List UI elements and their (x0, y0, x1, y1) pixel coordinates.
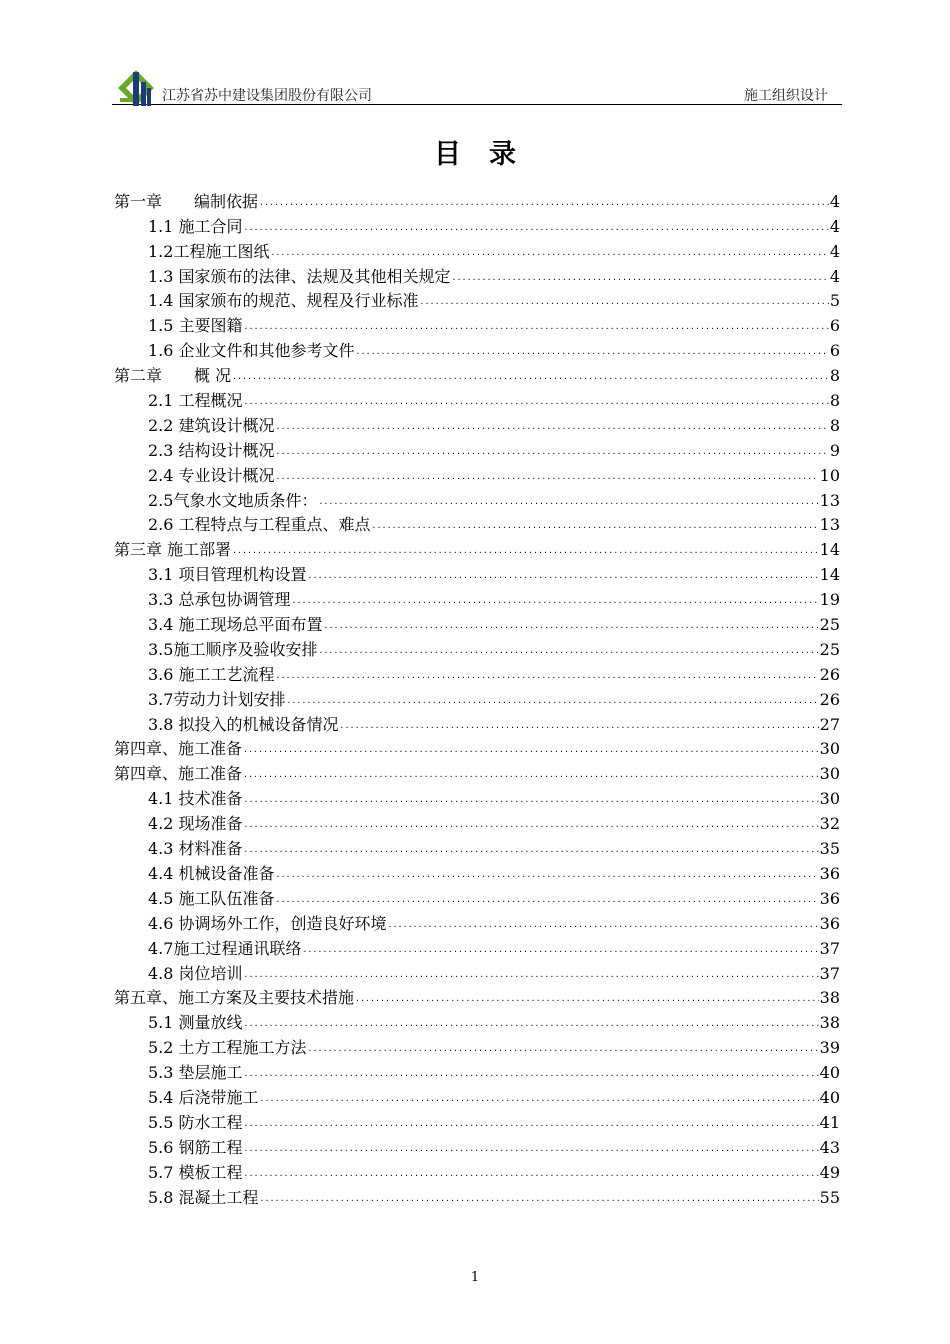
toc-dot-leader (260, 1193, 819, 1205)
document-title: 施工组织设计 (744, 88, 828, 104)
toc-entry-page: 8 (829, 391, 840, 411)
toc-section-entry[interactable] (114, 411, 840, 436)
toc-section-entry[interactable] (114, 1133, 840, 1158)
toc-chapter-entry[interactable] (114, 759, 840, 784)
toc-entry-page: 4 (829, 241, 840, 261)
toc-entry-page: 38 (819, 1013, 840, 1033)
toc-entry-title: 3.4 施工现场总平面布置 (148, 615, 323, 635)
toc-entry-title: 2.2 建筑设计概况 (148, 415, 275, 435)
toc-dot-leader (276, 670, 819, 682)
toc-entry-page: 19 (819, 590, 840, 610)
toc-entry-title: 5.3 垫层施工 (148, 1063, 243, 1083)
toc-entry-title: 2.4 专业设计概况 (148, 465, 275, 485)
toc-entry-title: 4.8 岗位培训 (148, 963, 243, 983)
toc-dot-leader (452, 272, 829, 284)
toc-dot-leader (276, 894, 819, 906)
toc-dot-leader (244, 321, 829, 333)
table-of-contents (114, 187, 840, 1208)
toc-entry-page: 55 (819, 1187, 840, 1207)
toc-section-entry[interactable] (114, 1008, 840, 1033)
toc-section-entry[interactable] (114, 1083, 840, 1108)
toc-entry-title: 1.5 主要图籍 (148, 316, 243, 336)
toc-chapter-entry[interactable] (114, 984, 840, 1009)
toc-dot-leader (244, 794, 819, 806)
toc-dot-leader (259, 197, 829, 209)
toc-dot-leader (340, 720, 819, 732)
toc-section-entry[interactable] (114, 884, 840, 909)
toc-entry-title: 5.7 模板工程 (148, 1162, 243, 1182)
toc-section-entry[interactable] (114, 859, 840, 884)
toc-entry-title: 第五章、施工方案及主要技术措施 (114, 988, 355, 1008)
toc-entry-page: 14 (819, 540, 840, 560)
toc-dot-leader (276, 471, 819, 483)
toc-entry-title: 2.1 工程概况 (148, 391, 243, 411)
toc-dot-leader (232, 371, 829, 383)
toc-entry-page: 14 (819, 565, 840, 585)
toc-section-entry[interactable] (114, 610, 840, 635)
toc-entry-page: 5 (829, 291, 840, 311)
toc-entry-title: 4.4 机械设备准备 (148, 863, 275, 883)
toc-section-entry[interactable] (114, 386, 840, 411)
toc-section-entry[interactable] (114, 1183, 840, 1208)
toc-entry-title: 2.6 工程特点与工程重点、难点 (148, 515, 371, 535)
toc-dot-leader (355, 993, 819, 1005)
toc-dot-leader (270, 247, 828, 259)
toc-entry-page: 32 (819, 814, 840, 834)
toc-dot-leader (372, 520, 819, 532)
toc-dot-leader (244, 1168, 819, 1180)
toc-dot-leader (324, 620, 819, 632)
toc-dot-leader (244, 1068, 819, 1080)
toc-dot-leader (243, 744, 819, 756)
toc-entry-title: 3.1 项目管理机构设置 (148, 565, 307, 585)
toc-entry-title: 4.6 协调场外工作，创造良好环境 (148, 913, 387, 933)
toc-dot-leader (243, 769, 819, 781)
toc-section-entry[interactable] (114, 660, 840, 685)
toc-entry-title: 第四章、施工准备 (114, 764, 243, 784)
toc-dot-leader (318, 645, 818, 657)
toc-entry-title: 第一章 编制依据 (114, 191, 259, 211)
toc-entry-page: 25 (819, 639, 840, 659)
toc-entry-title: 3.6 施工工艺流程 (148, 664, 275, 684)
toc-entry-title: 1.2工程施工图纸 (148, 241, 270, 261)
toc-entry-title: 4.7施工过程通讯联络 (148, 938, 302, 958)
toc-section-entry[interactable] (114, 1058, 840, 1083)
toc-section-entry[interactable] (114, 834, 840, 859)
toc-section-entry[interactable] (114, 784, 840, 809)
company-name: 江苏省苏中建设集团股份有限公司 (162, 88, 372, 104)
toc-section-entry[interactable] (114, 311, 840, 336)
toc-section-entry[interactable] (114, 560, 840, 585)
toc-entry-title: 5.8 混凝土工程 (148, 1187, 259, 1207)
company-logo-icon (116, 68, 156, 106)
toc-dot-leader (276, 446, 829, 458)
toc-entry-page: 36 (819, 913, 840, 933)
toc-entry-page: 13 (819, 515, 840, 535)
toc-entry-page: 26 (819, 689, 840, 709)
toc-entry-title: 5.2 土方工程施工方法 (148, 1038, 307, 1058)
toc-entry-page: 49 (819, 1162, 840, 1182)
toc-entry-title: 2.5气象水文地质条件： (148, 490, 318, 510)
toc-entry-title: 5.6 钢筋工程 (148, 1137, 243, 1157)
toc-entry-title: 1.3 国家颁布的法律、法规及其他相关规定 (148, 266, 451, 286)
toc-section-entry[interactable] (114, 1158, 840, 1183)
toc-dot-leader (244, 396, 829, 408)
toc-entry-page: 30 (819, 764, 840, 784)
toc-entry-page: 9 (829, 440, 840, 460)
toc-entry-page: 40 (819, 1063, 840, 1083)
toc-entry-title: 5.4 后浇带施工 (148, 1087, 259, 1107)
toc-entry-page: 36 (819, 863, 840, 883)
toc-dot-leader (286, 695, 818, 707)
toc-entry-title: 1.1 施工合同 (148, 216, 243, 236)
toc-entry-title: 1.4 国家颁布的规范、规程及行业标准 (148, 291, 419, 311)
toc-dot-leader (308, 570, 819, 582)
toc-section-entry[interactable] (114, 436, 840, 461)
toc-section-entry[interactable] (114, 237, 840, 262)
toc-dot-leader (318, 496, 818, 508)
toc-entry-page: 37 (819, 938, 840, 958)
toc-section-entry[interactable] (114, 262, 840, 287)
toc-dot-leader (276, 869, 819, 881)
page-title: 目录 (434, 139, 544, 170)
toc-section-entry[interactable] (114, 212, 840, 237)
toc-dot-leader (308, 1043, 819, 1055)
toc-entry-title: 4.1 技术准备 (148, 789, 243, 809)
toc-section-entry[interactable] (114, 336, 840, 361)
toc-section-entry[interactable] (114, 511, 840, 536)
toc-dot-leader (244, 1118, 819, 1130)
toc-section-entry[interactable] (114, 635, 840, 660)
toc-dot-leader (292, 595, 819, 607)
toc-entry-page: 40 (819, 1087, 840, 1107)
toc-entry-page: 6 (829, 316, 840, 336)
toc-dot-leader (388, 919, 819, 931)
toc-entry-page: 30 (819, 789, 840, 809)
toc-entry-page: 41 (819, 1112, 840, 1132)
toc-entry-title: 5.5 防水工程 (148, 1112, 243, 1132)
toc-section-entry[interactable] (114, 1108, 840, 1133)
toc-section-entry[interactable] (114, 710, 840, 735)
toc-entry-page: 8 (829, 366, 840, 386)
toc-entry-page: 38 (819, 988, 840, 1008)
toc-dot-leader (356, 346, 829, 358)
toc-entry-title: 第二章 概 况 (114, 366, 232, 386)
toc-dot-leader (244, 819, 819, 831)
toc-dot-leader (244, 222, 829, 234)
toc-dot-leader (232, 545, 819, 557)
toc-dot-leader (276, 421, 829, 433)
toc-entry-title: 5.1 测量放线 (148, 1013, 243, 1033)
toc-entry-page: 30 (819, 739, 840, 759)
toc-chapter-entry[interactable] (114, 361, 840, 386)
toc-section-entry[interactable] (114, 809, 840, 834)
toc-entry-title: 4.2 现场准备 (148, 814, 243, 834)
toc-section-entry[interactable] (114, 287, 840, 312)
toc-entry-page: 4 (829, 216, 840, 236)
toc-entry-title: 2.3 结构设计概况 (148, 440, 275, 460)
toc-entry-page: 35 (819, 839, 840, 859)
toc-entry-page: 10 (819, 465, 840, 485)
toc-dot-leader (244, 844, 819, 856)
page-header (112, 66, 842, 105)
toc-entry-title: 第三章 施工部署 (114, 540, 232, 560)
toc-section-entry[interactable] (114, 959, 840, 984)
toc-entry-page: 6 (829, 341, 840, 361)
toc-entry-title: 3.8 拟投入的机械设备情况 (148, 714, 339, 734)
toc-section-entry[interactable] (114, 486, 840, 511)
toc-dot-leader (244, 969, 819, 981)
toc-entry-title: 4.3 材料准备 (148, 839, 243, 859)
toc-entry-title: 第四章、施工准备 (114, 739, 243, 759)
toc-entry-page: 27 (819, 714, 840, 734)
toc-entry-page: 4 (829, 191, 840, 211)
toc-entry-page: 26 (819, 664, 840, 684)
toc-entry-title: 1.6 企业文件和其他参考文件 (148, 341, 355, 361)
toc-chapter-entry[interactable] (114, 535, 840, 560)
toc-dot-leader (420, 296, 829, 308)
toc-entry-page: 8 (829, 415, 840, 435)
toc-entry-title: 4.5 施工队伍准备 (148, 888, 275, 908)
toc-entry-page: 43 (819, 1137, 840, 1157)
toc-section-entry[interactable] (114, 1033, 840, 1058)
toc-section-entry[interactable] (114, 909, 840, 934)
page-number: 1 (470, 1270, 480, 1285)
toc-dot-leader (260, 1093, 819, 1105)
toc-entry-page: 37 (819, 963, 840, 983)
toc-dot-leader (302, 944, 818, 956)
toc-entry-page: 36 (819, 888, 840, 908)
toc-entry-page: 4 (829, 266, 840, 286)
toc-entry-title: 3.7劳动力计划安排 (148, 689, 286, 709)
toc-entry-page: 25 (819, 615, 840, 635)
toc-section-entry[interactable] (114, 585, 840, 610)
toc-section-entry[interactable] (114, 934, 840, 959)
toc-chapter-entry[interactable] (114, 187, 840, 212)
toc-entry-title: 3.3 总承包协调管理 (148, 590, 291, 610)
toc-section-entry[interactable] (114, 461, 840, 486)
toc-entry-page: 13 (819, 490, 840, 510)
toc-chapter-entry[interactable] (114, 735, 840, 760)
toc-entry-title: 3.5施工顺序及验收安排 (148, 639, 318, 659)
toc-dot-leader (244, 1018, 819, 1030)
toc-section-entry[interactable] (114, 685, 840, 710)
toc-dot-leader (244, 1143, 819, 1155)
toc-entry-page: 39 (819, 1038, 840, 1058)
